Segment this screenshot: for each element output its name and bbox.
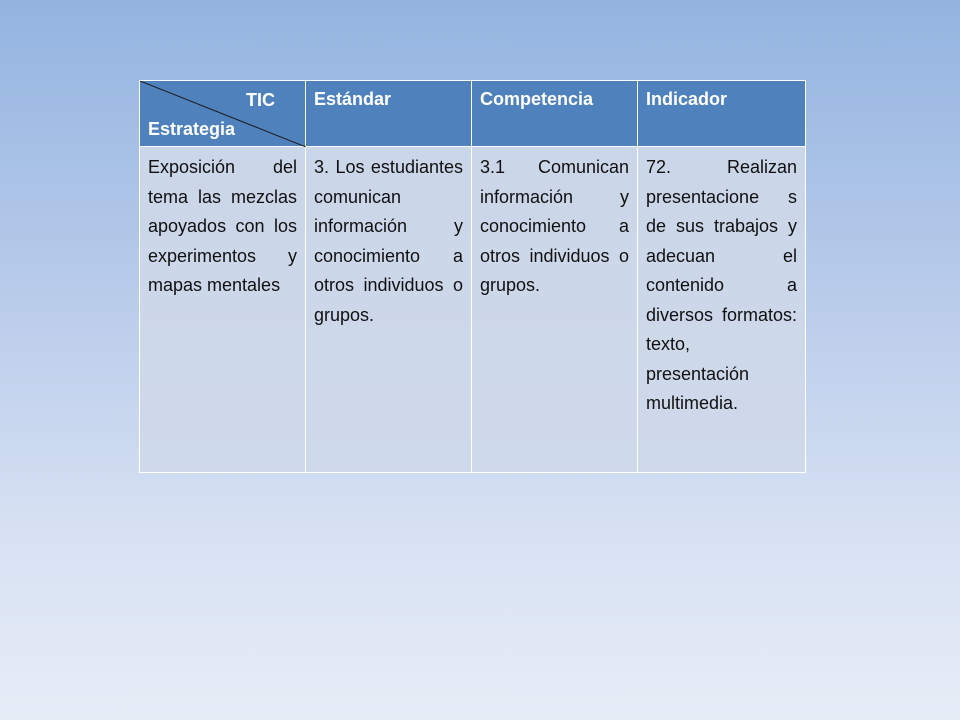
header-indicador: Indicador — [638, 81, 806, 147]
cell-competencia: 3.1 Comunican información y conocimiento a otros individuos o grupos. — [472, 147, 638, 473]
header-competencia: Competencia — [472, 81, 638, 147]
cell-indicador: 72. Realizan presentacione s de sus trabajos y adecuan el contenido a diversos formatos: texto, presentación multimedia. — [638, 147, 806, 473]
corner-bottom-label: Estrategia — [148, 119, 236, 139]
header-row — [140, 81, 806, 147]
cell-estrategia: Exposición del tema las mezclas apoyados con los experimentos y mapas mentales — [140, 147, 306, 473]
cell-estandar: 3. Los estudiantes comunican información y conocimiento a otros individuos o grupos. — [306, 147, 472, 473]
corner-top-label: TIC — [246, 90, 275, 110]
table-row — [140, 147, 806, 473]
strategy-table — [139, 80, 806, 473]
corner-header-cell — [140, 81, 306, 147]
header-estandar: Estándar — [306, 81, 472, 147]
